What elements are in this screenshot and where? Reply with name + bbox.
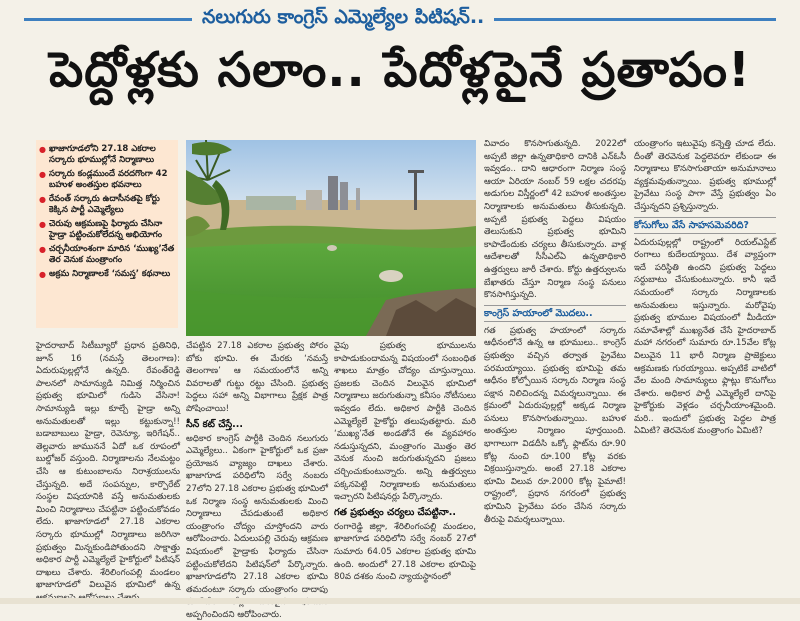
- article-column-5: [634, 138, 776, 598]
- bottom-bar: [0, 598, 800, 604]
- article-column-2: [186, 340, 328, 620]
- article-column-4: [484, 138, 626, 598]
- article-paragraph: రంగారెడ్డి జిల్లా, శేరిలింగంపల్లి మండలం, ఖాజాగూడ పరిధిలోని సర్వే నంబర్ 27లో సుమారు 64.05 ఎకరాల ప్రభుత్వ భూమి ఉంది. అందులో 27.18 ఎకరాల భూమిపై 80వ దశకం నుంచి న్యాయస్థానంలో: [334, 521, 476, 583]
- highlight-item: [39, 244, 175, 266]
- highlight-text: అక్రమ నిర్మాణాలకే ‘సమస్త’ కథనాలు: [48, 269, 171, 279]
- highlight-item: [39, 219, 175, 241]
- article-subhead: కోసుగోలు వేసే సాహసమెవరిది?: [634, 217, 776, 234]
- highlight-item: [39, 169, 175, 191]
- article-paragraph: వైపు ప్రభుత్వ భూములను కాపాడుకుందామన్న విషయంలో సంబంధిత శాఖలు మాత్రం చోద్యం చూస్తున్నాయి. ప్రజలకు చెందిన విలువైన భూమిలో నిర్మాణాలు జరుగుతున్నా కనీసం నోటీసులు ఇవ్వడం లేదు. అధికార పార్టీకి చెందిన ఎమ్మెల్యేలే హైకోర్టు తలుపుతట్టారు. మరి ‘ముఖ్య’నేత అండతోనే ఈ వ్యవహారం నడుస్తున్నదని, మంత్రాంగం మొత్తం తెర వెనుక నుంచి జరుగుతున్నదని ప్రజలు చర్చించుకుంటున్నారు. అన్ని ఉత్తర్వులు పక్కనపెట్టి నిర్మాణాలకు అనుమతులు ఇచ్చారని పిటిషనర్లు పేర్కొన్నారు.: [334, 341, 476, 503]
- article-paragraph: వివాదం కొనసాగుతున్నది. 2022లో అప్పటి జిల్లా ఉన్నతాధికారి దానికి ఎన్‌ఓసీ ఇవ్వడం.. దాని ఆధారంగా నిర్మాణ సంస్థ ఆయా ఏరియా నంబర్ 59 లక్షల చదరపు అడుగుల విస్తీర్ణంలో 42 బహుళ అంతస్తుల నిర్మాణాలకు అనుమతులు తీసుకున్నది. అప్పటి ప్రభుత్వ పెద్దలు విషయం తెలుసుకుని ప్రభుత్వ భూమిని కాపాడేందుకు చర్యలు తీసుకున్నారు. వాళ్ల ఆదేశాలతో సీసీఎల్ఏ ఉన్నతాధికారి ఉత్తర్వులు జారీ చేశారు. కోర్టు ఉత్తర్వులను బేఖాతరు చేస్తూ నిర్మాణ సంస్థ పనులు కొనసాగిస్తున్నది.: [484, 139, 626, 301]
- highlight-text: ఖాజాగూడలోని 27.18 ఎకరాల సర్కారు భూముల్లోనే నిర్మాణాలు: [48, 144, 156, 165]
- article-paragraph: అధికార కాంగ్రెస్ పార్టీకి చెందిన నలుగురు ఎమ్మెల్యేలు.. ఏకంగా హైకోర్టులో ఒక ప్రజా ప్రయోజన వ్యాజ్యం దాఖలు చేశారు. ఖాజాగూడ పరిధిలోని సర్వే నంబరు 27లోని 27.18 ఎకరాల ప్రభుత్వ భూమిలో ఒక నిర్మాణ సంస్థ అనుమతులకు మించి నిర్మాణాలు చేపడుతుంటే అధికార యంత్రాంగం చోద్యం చూస్తోందని వారు ఆరోపించారు. ఏదులుపల్లి చెరువు ఆక్రమణ విషయంలో హైడ్రాకు ఫిర్యాదు చేసినా పట్టించుకోలేదని పిటిషన్‌లో పేర్కొన్నారు. ఖాజాగూడలోని 27.18 ఎకరాల భూమి తమదంటూ సర్కారు యంత్రాంగం దాదాపు అప్పగించిందని ఆరోపించారు.: [186, 433, 328, 620]
- highlight-text: సర్కారు కండ్లముందే వరదగొంగా 42 బహుళ అంతస్తుల భవనాలు: [48, 169, 168, 190]
- article-column-1: [36, 340, 180, 598]
- highlight-item: [39, 194, 175, 216]
- bullet-icon: ●: [39, 245, 46, 254]
- headline: పెద్దోళ్లకు సలాం.. పేదోళ్లపైనే ప్రతాపం!: [49, 42, 751, 98]
- highlight-item: [39, 144, 175, 166]
- kicker-rule-right: [494, 18, 776, 21]
- article-paragraph: హైదరాబాద్ సిటీబ్యూరో ప్రధాన ప్రతినిధి, జూన్ 16 (నమస్తే తెలంగాణ): ఏదురుపుల్లల్లోనే ఉన్నది. రేవంత్‌రెడ్డి పాలనలో సామాన్యుడి నిమిత్త నిర్మించిన ప్రభుత్వ భూమిలో గుడిసె వేసినా! సామాన్యుడి ఇల్లు కూల్చే హైడ్రా అన్ని అనుమతులతో ఇల్లు కట్టుకున్నా!! బడాబాబులు హైడ్రా, రెవెన్యూ, ఇరిగేషన్.. తెల్లవారు జాముననే ఏదో ఒక రూపంలో బుల్డోజర్ వస్తుంది. నిర్మాణాలను నేలమట్టం చేసి ఆ కుటుంబాలను నిరాశ్రయులను చేస్తున్నది. అదే సంపన్నుల, కార్పొరేట్ సంస్థల విషయానికి వస్తే అనుమతులకు మించి నిర్మాణాలు చేపట్టినా పట్టించుకోవడం లేదు. ఖాజాగూడలో 27.18 ఎకరాల సర్కారు భూముల్లో నిర్మాణాలు జరిగినా ప్రభుత్వం మిన్నకుండిపోతుందని సాక్షాత్తు అధికార పార్టీ ఎమ్మెల్యేలే హైకోర్టులో పిటిషన్ దాఖలు చేశారు. శేరిలింగంపల్లి మండలం ఖాజాగూడలో విలువైన భూమిలో ఉన్న: [36, 341, 180, 591]
- article-subhead: కాంగ్రెస్ హయాంలో మొదలు..: [484, 305, 626, 322]
- bullet-icon: ●: [39, 195, 46, 204]
- kicker-row: [0, 6, 800, 32]
- bullet-icon: ●: [39, 145, 46, 154]
- article-paragraph: ఏదురుపుల్లల్లో రాష్ట్రంలో రియల్‌ఎస్టేట్ రంగాలు కుదేలయ్యాయి. దేశ వ్యాప్తంగా ఇదే పరిస్థితి ఉందని ప్రభుత్వ పెద్దలు సర్దుబాటు చేసుకుంటున్నారు. కానీ ఇదే సమయంలో సర్కారు నిర్మాణాలకు అనుమతులు ఇస్తున్నారు. మరోవైపు ప్రభుత్వ భూముల విషయంలో మీడియా సమావేశాల్లో ముఖ్యనేత చేసే హైదరాబాద్ మహా నగరంలో సుమారు రూ.15వేల కోట్ల విలువైన 11 భారీ నిర్మాణ ప్రాజెక్టులు ఆక్రమణకు గురయ్యాయి. అప్పటికే వాటిలో వేల మంది సామాన్యులు ఫ్లాట్లు కొనుగోలు చేశారు. అధికార పార్టీ ఎమ్మెల్యేలే దానిపై హైకోర్టుకు వెళ్లడం చర్చనీయాంశమైంది. మరి.. ఇందులో ప్రభుత్వ పెద్దల పాత్ర ఏమిటి? తెరవెనుక మంత్రాంగం ఏమిటి?: [634, 237, 776, 437]
- highlights-box: [36, 140, 178, 328]
- highlight-item: [39, 269, 175, 280]
- kicker: నలుగురు కాంగ్రెస్ ఎమ్మెల్యేల పిటిషన్..: [202, 5, 485, 28]
- article-paragraph: యంత్రాంగం ఇటువైపు కన్నెత్తి చూడ లేదు. దీంతో తెరవెనుక పెద్దలెవరూ లేకుండా ఈ నిర్మాణాలు కొనసాగుతాయా అనుమానాలు వ్యక్తమవుతున్నాయి. ప్రభుత్వ భూముల్లో ప్రైవేటు సంస్థ పాగా వేస్తే ప్రభుత్వం ఏం చేస్తున్నదని ప్రశ్నిస్తున్నారు.: [634, 139, 776, 212]
- article-paragraph: గత ప్రభుత్వ హయాంలో సర్కారు ఆధీనంలోనే ఉన్న ఆ భూములు.. కాంగ్రెస్ ప్రభుత్వం వచ్చిన తర్వాత ప్రైవేటు పరమయ్యాయి. ప్రభుత్వ భూమిపై తమ ఆధీనం కోల్పోయిన సర్కారు నిర్మాణ సంస్థ పక్షాన నిలిచిందన్న విమర్శలున్నాయి. ఈ క్రమంలో ఏదురుపుల్లల్లో అక్కడ నిర్మాణ పనులు కొనసాగుతున్నాయి. బహుళ అంతస్తుల నిర్మాణం పూర్తయింది. భాగాలుగా విడదీసి ఒక్కో ఫ్లాట్‌ను రూ.90 కోట్ల నుంచి రూ.100 కోట్ల వరకు విక్రయిస్తున్నారు. అంటే 27.18 ఎకరాల భూమి విలువ రూ.2000 కోట్ల పైమాటే! రాష్ట్రంలో, ప్రధాన నగరంలో ప్రభుత్వ భూమిని ప్రైవేటు పరం చేసిన సర్కారు తీరుపై విమర్శలున్నాయి.: [484, 325, 626, 525]
- land-photo-illustration: [186, 140, 476, 336]
- article-subhead: సీన్ కట్ చేస్తే...: [186, 418, 243, 430]
- article-paragraph: చేపట్టిన 27.18 ఎకరాల ప్రభుత్వ పోరం బోకు భూమి. ఈ మేరకు ‘నమస్తే తెలంగాణ’ ఆ సమయంలోనే అన్ని వివరాలతో గుట్టు రట్టు చేసింది. ప్రభుత్వ పెద్దలు సహా అన్ని విభాగాలు ప్రేక్షక పాత్ర పోషించాయి!: [186, 341, 328, 414]
- bullet-icon: ●: [39, 170, 46, 179]
- news-photo: [186, 140, 476, 336]
- highlight-text: రేవంత్ సర్కారు ఉదాసీనతపై కోర్టు కెక్కిన పార్టీ ఎమ్మెల్యేలు: [48, 194, 160, 215]
- bullet-icon: ●: [39, 220, 46, 229]
- highlight-text: చర్చనీయాంశంగా మారిన ‘ముఖ్య’నేత తెర వెనుక మంత్రాంగం: [48, 244, 175, 265]
- bullet-icon: ●: [39, 270, 46, 279]
- article-subhead: గత ప్రభుత్వం చర్యలు చేపట్టినా..: [334, 506, 456, 518]
- article-column-3: [334, 340, 476, 598]
- kicker-rule-left: [24, 18, 192, 21]
- highlight-text: చెరువు ఆక్రమణపై ఫిర్యాదు చేసినా హైడ్రా పట్టించుకోలేదన్న అభియోగం: [48, 219, 163, 240]
